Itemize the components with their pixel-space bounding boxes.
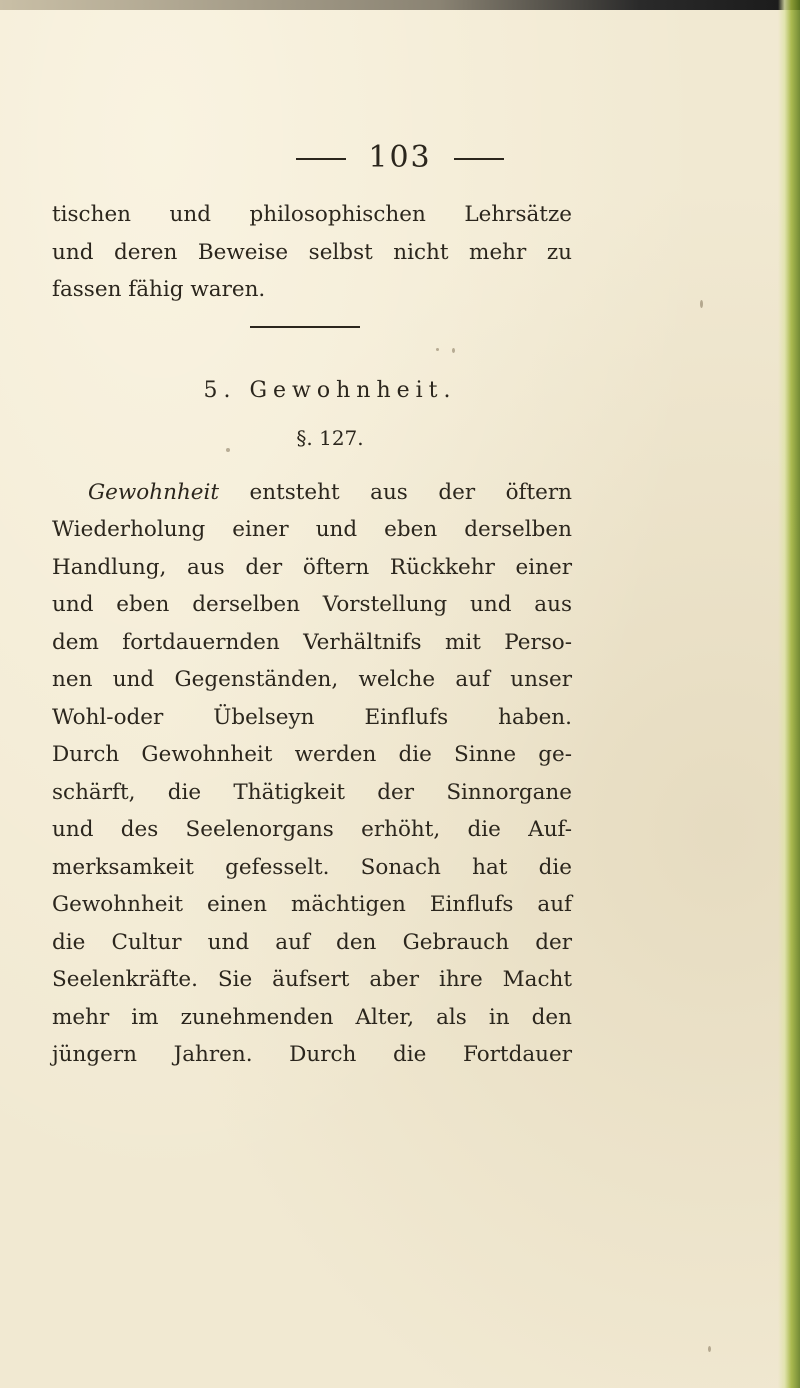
body-line: merksamkeit gefesselt. Sonach hat die: [52, 854, 572, 880]
body-line: und eben derselben Vorstellung und aus: [52, 592, 572, 617]
body-line: Seelenkräfte. Sie äufsert aber ihre Macht: [52, 967, 572, 992]
body-paragraph: [52, 511, 572, 1074]
intro-line: und deren Beweise selbst nicht mehr zu: [52, 239, 572, 265]
section-heading: 5. Gewohnheit.: [203, 378, 457, 403]
intro-line: fassen fähig waren.: [52, 277, 266, 302]
paragraph-number: §. 127.: [296, 426, 364, 450]
body-line: nen und Gegenständen, welche auf unser: [52, 667, 572, 692]
paper-speck: [436, 348, 439, 351]
paper-speck: [226, 448, 230, 452]
body-line: Wohl-oder Übelseyn Einflufs haben.: [52, 704, 572, 730]
body-line-rest: entsteht aus der öftern: [219, 480, 572, 505]
body-first-line: [52, 474, 572, 512]
paper-speck: [700, 300, 703, 308]
body-line: Durch Gewohnheit werden die Sinne ge-: [52, 742, 572, 767]
body-line: Wiederholung einer und eben derselben: [52, 517, 572, 542]
body-line: jüngern Jahren. Durch die Fortdauer: [52, 1042, 572, 1067]
body-line: die Cultur und auf den Gebrauch der: [52, 929, 572, 955]
body-line: Gewohnheit einen mächtigen Einflufs auf: [52, 892, 572, 917]
page-number-dash-left: [296, 158, 346, 160]
page-number-text: 103: [368, 140, 432, 175]
paper-speck: [708, 1346, 711, 1352]
section-divider: [250, 326, 360, 328]
page-top-edge: [0, 0, 800, 10]
body-line: [88, 474, 572, 512]
page-right-edge: [778, 0, 800, 1388]
intro-paragraph: [52, 196, 572, 309]
body-line: schärft, die Thätigkeit der Sinnorgane: [52, 779, 572, 805]
body-line: dem fortdauernden Verhältnifs mit Perso-: [52, 629, 572, 655]
paper-speck: [452, 348, 455, 353]
intro-line: tischen und philosophischen Lehrsätze: [52, 202, 572, 227]
page-number: [0, 140, 800, 175]
body-line: mehr im zunehmenden Alter, als in den: [52, 1004, 572, 1030]
page-number-dash-right: [454, 158, 504, 160]
body-line: und des Seelenorgans erhöht, die Auf-: [52, 817, 572, 842]
term-gewohnheit: Gewohnheit: [88, 480, 220, 505]
body-line: Handlung, aus der öftern Rückkehr einer: [52, 554, 572, 580]
